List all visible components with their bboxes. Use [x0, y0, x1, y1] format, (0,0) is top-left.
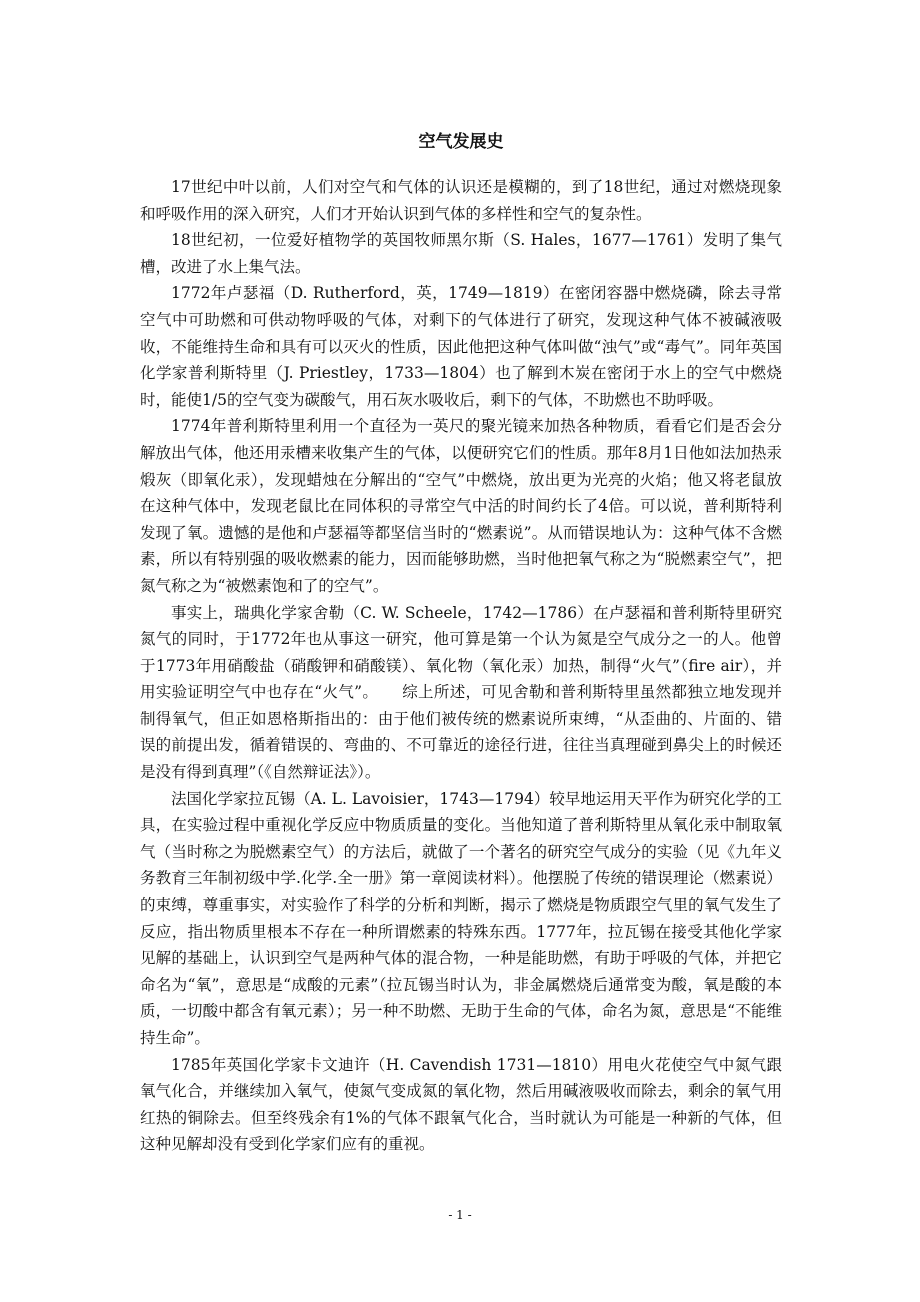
paragraph-6: 法国化学家拉瓦锡（A. L. Lavoisier，1743—1794）较早地运用天平作为研究化学的工具，在实验过程中重视化学反应中物质质量的变化。当他知道了普利斯特里从氧化汞中制取氧气（当时称之为脱燃素空气）的方法后，就做了一个著名的研究空气成分的实验（见《九年义务教育三年制初级中学.化学.全一册》第一章阅读材料）。他摆脱了传统的错误理论（燃素说）的束缚，尊重事实，对实验作了科学的分析和判断，揭示了燃烧是物质跟空气里的氧气发生了反应，指出物质里根本不存在一种所谓燃素的特殊东西。1777年，拉瓦锡在接受其他化学家见解的基础上，认识到空气是两种气体的混合物，一种是能助燃，有助于呼吸的气体，并把它命名为“氧”，意思是“成酸的元素”（拉瓦锡当时认为，非金属燃烧后通常变为酸，氧是酸的本质，一切酸中都含有氧元素）；另一种不助燃、无助于生命的气体，命名为氮，意思是“不能维持生命”。: [140, 789, 782, 1047]
paragraph-4: 1774年普利斯特里利用一个直径为一英尺的聚光镜来加热各种物质，看看它们是否会分解放出气体，他还用汞槽来收集产生的气体，以便研究它们的性质。那年8月1日他如法加热汞煅灰（即氧化汞），发现蜡烛在分解出的“空气”中燃烧，放出更为光亮的火焰；他又将老鼠放在这种气体中，发现老鼠比在同体积的寻常空气中活的时间约长了4倍。可以说，普利斯特利发现了氧。遗憾的是他和卢瑟福等都坚信当时的“燃素说”。从而错误地认为：这种气体不含燃素，所以有特别强的吸收燃素的能力，因而能够助燃，当时他把氧气称之为“脱燃素空气”，把氮气称之为“被燃素饱和了的空气”。: [140, 417, 782, 595]
paragraph-5: 事实上，瑞典化学家舍勒（C. W. Scheele，1742—1786）在卢瑟福和普利斯特里研究氮气的同时，于1772年也从事这一研究，他可算是第一个认为氮是空气成分之一的人。他曾于1773年用硝酸盐（硝酸钾和硝酸镁）、氧化物（氧化汞）加热，制得“火气”（fire air），并用实验证明空气中也存在“火气”。 综上所述，可见舍勒和普利斯特里虽然都独立地发现并制得氧气，但正如恩格斯指出的：由于他们被传统的燃素说所束缚，“从歪曲的、片面的、错误的前提出发，循着错误的、弯曲的、不可靠近的途径行进，往往当真理碰到鼻尖上的时候还是没有得到真理”（《自然辩证法》）。: [140, 603, 782, 782]
paragraph-3: 1772年卢瑟福（D. Rutherford，英，1749—1819）在密闭容器中燃烧磷，除去寻常空气中可助燃和可供动物呼吸的气体，对剩下的气体进行了研究，发现这种气体不被碱液吸收，不能维持生命和具有可以灭火的性质，因此他把这种气体叫做“浊气”或“毒气”。同年英国化学家普利斯特里（J. Priestley，1733—1804）也了解到木炭在密闭于水上的空气中燃烧时，能使1/5的空气变为碳酸气，用石灰水吸收后，剩下的气体，不助燃也不助呼吸。: [140, 284, 782, 409]
document-title: 空气发展史: [418, 132, 504, 152]
paragraph-7: 1785年英国化学家卡文迪许（H. Cavendish 1731—1810）用电火花使空气中氮气跟氧气化合，并继续加入氧气，使氮气变成氮的氧化物，然后用碱液吸收而除去，剩余的氧气用红热的铜除去。但至终残余有1%的气体不跟氧气化合，当时就认为可能是一种新的气体，但这种见解却没有受到化学家们应有的重视。: [140, 1055, 782, 1154]
paragraph-2: 18世纪初，一位爱好植物学的英国牧师黑尔斯（S. Hales，1677—1761）发明了集气槽，改进了水上集气法。: [140, 231, 782, 276]
paragraph-1: 17世纪中叶以前，人们对空气和气体的认识还是模糊的，到了18世纪，通过对燃烧现象和呼吸作用的深入研究，人们才开始认识到气体的多样性和空气的复杂性。: [140, 178, 782, 223]
document-page: [140, 128, 782, 1158]
page-number: - 1 -: [448, 1208, 472, 1222]
